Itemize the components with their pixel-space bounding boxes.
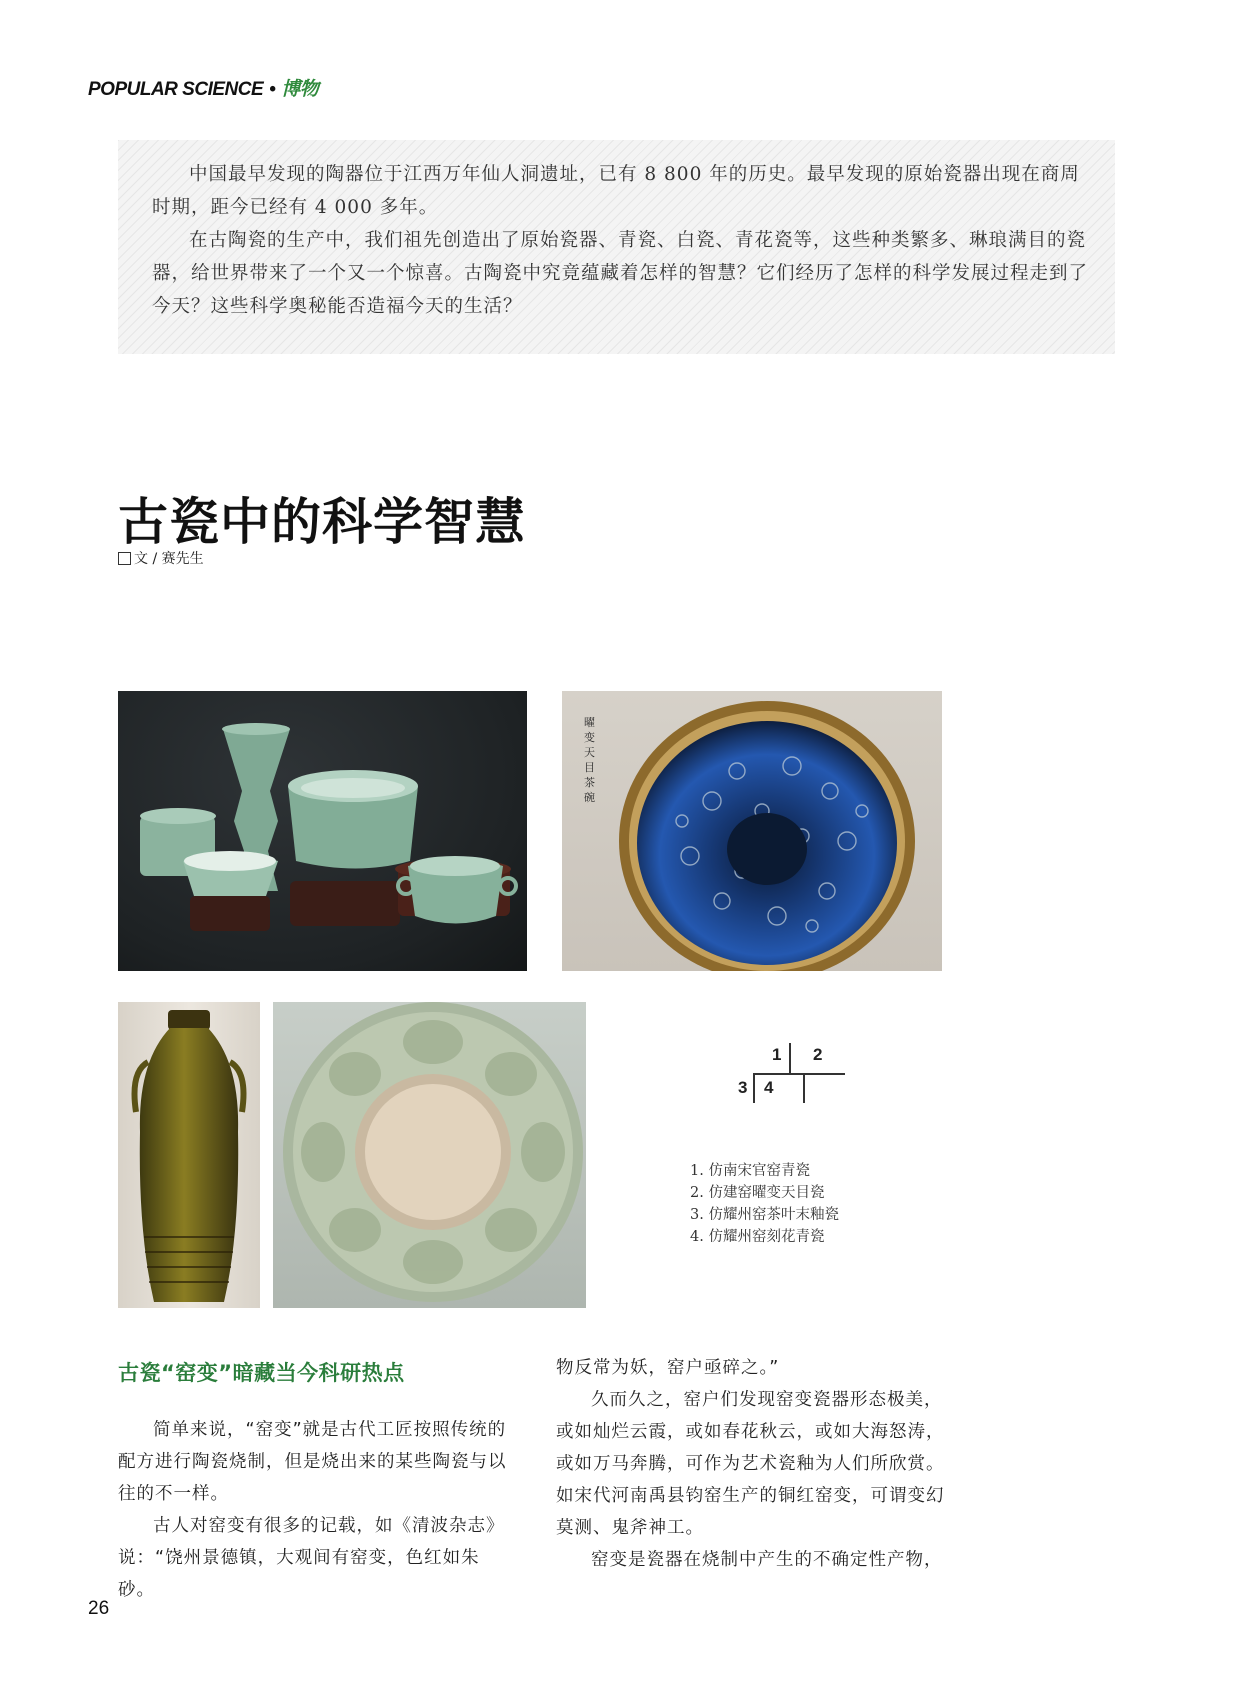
photo-carved-plate [273,1002,586,1308]
tenmoku-illustration [562,691,942,971]
diagram-line [789,1043,791,1073]
body-paragraph: 古人对窑变有很多的记载，如《清波杂志》说：“饶州景德镇，大观间有窑变，色红如朱砂。 [118,1516,505,1600]
caption-2: 2. 仿建窑曜变天目瓷 [690,1185,825,1201]
diagram-line [803,1073,805,1103]
magazine-header [88,74,318,101]
body-column-left [118,1414,511,1606]
page-number: 26 [88,1598,110,1619]
diagram-line [753,1073,755,1103]
section-heading: 古瓷“窑变”暗藏当今科研热点 [118,1361,405,1385]
byline [118,548,204,568]
vase-illustration [118,1002,260,1308]
caption-1: 1. 仿南宋官窑青瓷 [690,1163,810,1179]
photo-teadust-vase [118,1002,260,1308]
byline-text: 文 / 赛先生 [134,551,204,567]
diagram-label-3: 3 [738,1078,748,1097]
magazine-title: POPULAR SCIENCE [88,79,264,100]
photo-tenmoku-bowl [562,691,942,971]
body-paragraph: 窑变是瓷器在烧制中产生的不确定性产物， [591,1550,943,1570]
body-paragraph: 简单来说，“窑变”就是古代工匠按照传统的配方进行陶瓷烧制，但是烧出来的某些陶瓷与以往的不一样。 [118,1420,507,1504]
diagram-line [753,1073,845,1075]
photo-captions [690,1160,839,1248]
body-column-right [556,1352,952,1576]
section-label: 博物 [281,79,319,100]
diagram-label-2: 2 [813,1045,823,1064]
header-separator: • [269,79,276,100]
body-paragraph-continued: 物反常为妖，窑户亟碎之。” [556,1358,780,1378]
photo-label-vertical: 曜变天目茶碗 [584,716,595,804]
intro-box [118,140,1115,354]
caption-4: 4. 仿耀州窑刻花青瓷 [690,1229,825,1245]
diagram-label-4: 4 [764,1078,774,1097]
intro-paragraph-2: 在古陶瓷的生产中，我们祖先创造出了原始瓷器、青瓷、白瓷、青花瓷等，这些种类繁多、琳琅满目的瓷器，给世界带来了一个又一个惊喜。古陶瓷中究竟蕴藏着怎样的智慧？它们经历了怎样的科学发展过程走到了今天？这些科学奥秘能否造福今天的生活？ [152,230,1089,317]
photo-layout-diagram [735,1043,845,1103]
diagram-label-1: 1 [772,1045,782,1064]
caption-3: 3. 仿耀州窑茶叶末釉瓷 [690,1207,839,1223]
intro-paragraph-1: 中国最早发现的陶器位于江西万年仙人洞遗址，已有 8 800 年的历史。最早发现的原始瓷器出现在商周时期，距今已经有 4 000 多年。 [152,164,1080,218]
plate-illustration [273,1002,586,1308]
celadon-illustration [118,691,527,971]
article-title: 古瓷中的科学智慧 [118,493,526,551]
body-paragraph: 久而久之，窑户们发现窑变瓷器形态极美，或如灿烂云霞，或如春花秋云，或如大海怒涛，或如万马奔腾，可作为艺术瓷釉为人们所欣赏。如宋代河南禹县钧窑生产的铜红窑变，可谓变幻莫测、鬼斧神工。 [556,1390,945,1538]
byline-box-icon [118,552,131,565]
photo-celadon-group [118,691,527,971]
